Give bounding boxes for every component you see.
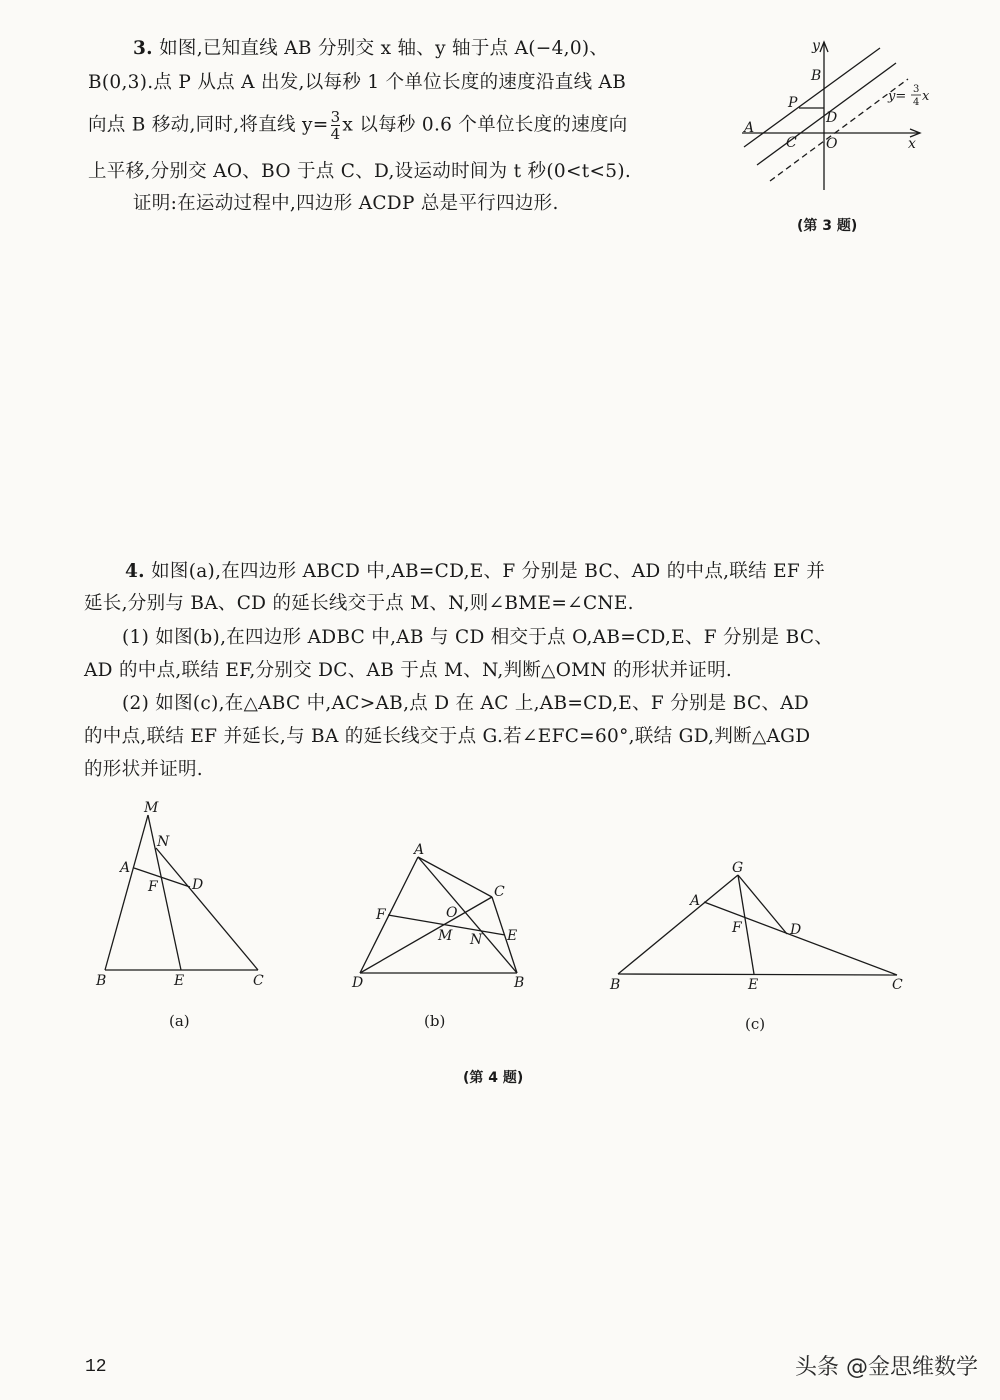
label-y: y [812, 38, 820, 54]
label-p: P [788, 95, 798, 111]
page-number: 12 [85, 1357, 107, 1377]
watermark: 头条 @金思维数学 [795, 1355, 978, 1380]
label-b: B [610, 977, 621, 993]
fraction-denominator: 4 [330, 125, 341, 143]
label-f: F [376, 907, 386, 923]
label-d: D [352, 975, 364, 991]
label-b: B [811, 68, 822, 84]
label-d: D [790, 922, 802, 938]
problem4-number: 4. [125, 561, 145, 582]
problem4-part1-line2: AD 的中点,联结 EF,分别交 DC、AB 于点 M、N,判断△OMN 的形状并证明. [84, 660, 733, 681]
label-f: F [148, 879, 158, 895]
segment-ab [418, 857, 517, 973]
label-a: A [744, 120, 755, 136]
label-m: M [438, 928, 453, 944]
segment-bm [105, 815, 148, 970]
figure-c-caption: (c) [745, 1015, 766, 1033]
problem3-text-3a: 向点 B 移动,同时,将直线 y= [88, 114, 329, 136]
label-line-eq-suffix: x [922, 89, 930, 104]
problem4-part2-line3: 的形状并证明. [84, 759, 203, 780]
problem3-text-1: 如图,已知直线 AB 分别交 x 轴、y 轴于点 A(−4,0)、 [159, 38, 609, 59]
label-e: E [174, 973, 185, 989]
problem3-number: 3. [133, 38, 153, 59]
problem4-figure-a [90, 795, 290, 995]
problem4-caption: (第 4 题) [463, 1070, 524, 1086]
segment-bc [618, 974, 897, 975]
problem4-line1 [125, 560, 825, 584]
figure-b-caption: (b) [424, 1012, 446, 1030]
label-o: O [826, 136, 838, 152]
label-m: M [144, 800, 159, 816]
label-b: B [96, 973, 107, 989]
label-e: E [507, 928, 518, 944]
segment-bg [618, 875, 738, 974]
problem4-figure-b [340, 830, 540, 1000]
label-a: A [120, 860, 131, 876]
problem4-part2-line1: (2) 如图(c),在△ABC 中,AC>AB,点 D 在 AC 上,AB=CD,E、F 分别是 BC、AD [122, 693, 810, 714]
label-b: B [514, 975, 525, 991]
problem4-part2-line2: 的中点,联结 EF 并延长,与 BA 的延长线交于点 G.若∠EFC=60°,联结 GD,判断△AGD [84, 726, 811, 747]
problem3-line4: 上平移,分别交 AO、BO 于点 C、D,设运动时间为 t 秒(0<t<5). [88, 161, 632, 182]
label-n: N [157, 834, 170, 850]
problem3-line3 [88, 109, 628, 142]
label-c: C [253, 973, 264, 989]
fraction-three-quarters [331, 109, 341, 142]
problem3-line1 [133, 37, 608, 61]
label-n: N [470, 932, 483, 948]
problem3-line5: 证明:在运动过程中,四边形 ACDP 总是平行四边形. [133, 193, 559, 214]
label-line-eq-num: 3 [913, 84, 920, 95]
label-o: O [446, 905, 458, 921]
label-g: G [732, 860, 744, 876]
label-c: C [786, 135, 797, 151]
problem4-text-1: 如图(a),在四边形 ABCD 中,AB=CD,E、F 分别是 BC、AD 的中点,联结 EF 并 [151, 561, 825, 582]
label-x: x [908, 136, 916, 152]
figure-a-caption: (a) [169, 1012, 190, 1030]
label-line-eq-den: 4 [913, 97, 920, 108]
problem3-caption: (第 3 题) [797, 218, 858, 234]
segment-ac [418, 857, 492, 897]
segment-ac [704, 902, 897, 975]
problem3-text-3b: x 以每秒 0.6 个单位长度的速度向 [342, 114, 628, 136]
segment-nc [156, 848, 258, 970]
problem4-part1-line1: (1) 如图(b),在四边形 ADBC 中,AB 与 CD 相交于点 O,AB=CD,E、F 分别是 BC、 [122, 627, 834, 648]
label-f: F [732, 920, 742, 936]
problem4-figure-c [600, 850, 920, 1000]
problem4-line2: 延长,分别与 BA、CD 的延长线交于点 M、N,则∠BME=∠CNE. [84, 593, 634, 614]
label-d: D [826, 110, 838, 126]
problem3-line2: B(0,3).点 P 从点 A 出发,以每秒 1 个单位长度的速度沿直线 AB [88, 72, 627, 93]
problem3-figure [730, 30, 960, 210]
label-e: E [748, 977, 759, 993]
segment-gd [738, 875, 787, 934]
fraction-numerator: 3 [330, 108, 341, 126]
label-c: C [494, 884, 505, 900]
label-line-eq-prefix: y= [888, 89, 907, 104]
segment-ad [134, 868, 190, 887]
label-a: A [414, 842, 425, 858]
label-a: A [690, 893, 701, 909]
line-ab [744, 48, 880, 147]
label-c: C [892, 977, 903, 993]
label-d: D [192, 877, 204, 893]
